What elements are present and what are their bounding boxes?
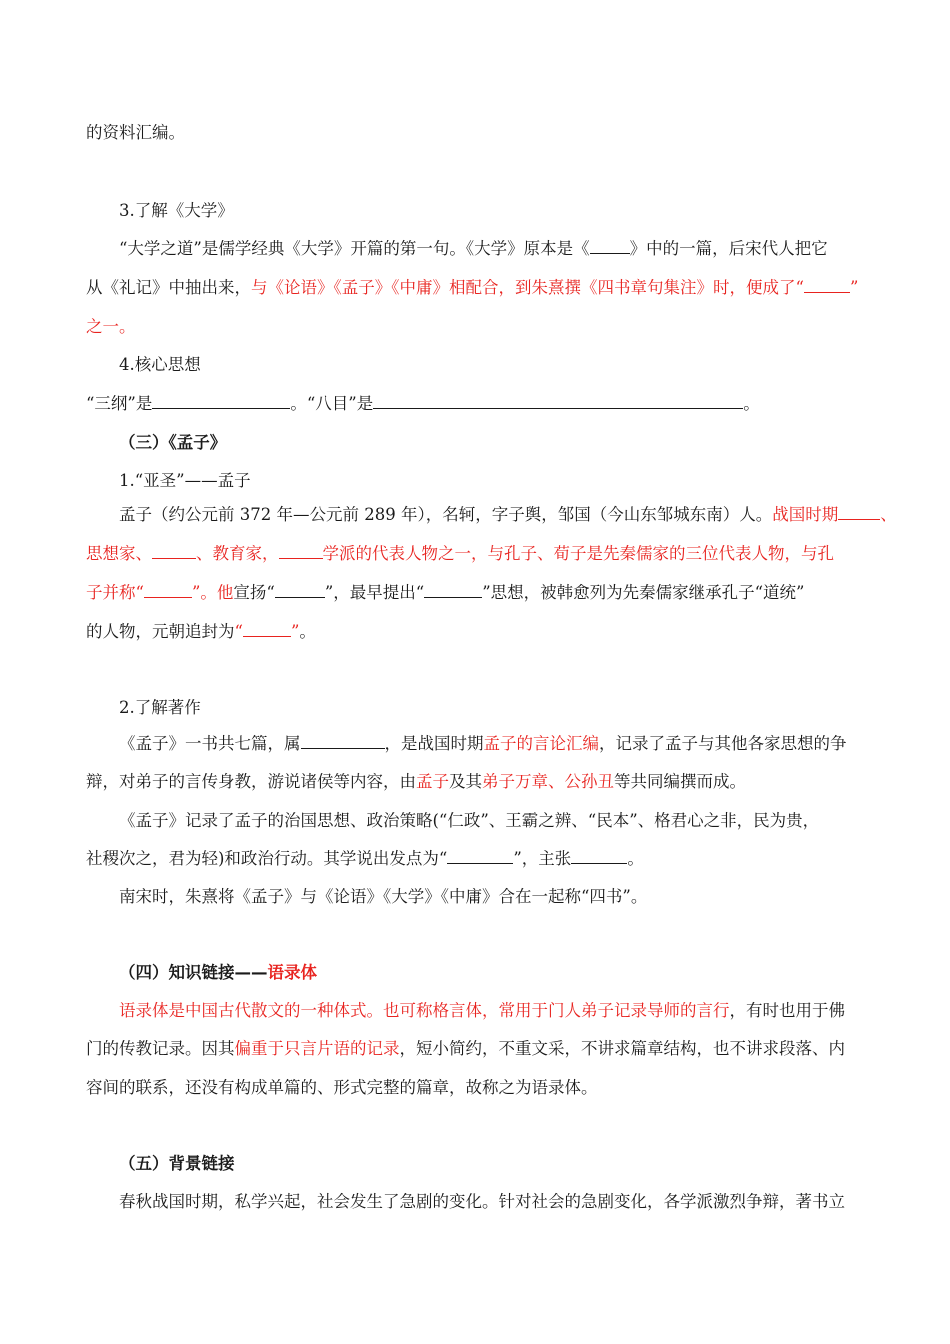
works-line-2: 辩，对弟子的言传身教，游说诸侯等内容，由孟子及其弟子万章、公孙丑等共同编撰而成。 bbox=[86, 772, 746, 791]
background-line-1: 春秋战国时期，私学兴起，社会发生了急剧的变化。针对社会的急剧变化，各学派激烈争辩，著书立 bbox=[119, 1192, 845, 1211]
core-ideas-line: “三纲”是 。“八目”是 。 bbox=[86, 394, 760, 413]
yulu-line-1: 语录体是中国古代散文的一种体式。也可称格言体，常用于门人弟子记录导师的言行，有时也用于佛 bbox=[119, 1001, 845, 1020]
blank bbox=[152, 543, 196, 559]
part-heading-background: （五）背景链接 bbox=[119, 1154, 235, 1173]
works-line-3: 《孟子》记录了孟子的治国思想、政治策略(“仁政”、王霸之辨、“民本”、格君心之非，民为贵， bbox=[119, 811, 820, 830]
blank bbox=[243, 621, 291, 637]
blank bbox=[424, 582, 482, 598]
mengzi-bio-line-2: 思想家、 、教育家， 学派的代表人物之一，与孔子、荀子是先秦儒家的三位代表人物，与孔 bbox=[86, 544, 834, 563]
section-heading-core-ideas: 4.核心思想 bbox=[119, 355, 201, 374]
blank bbox=[373, 393, 743, 409]
part-heading-mengzi: （三）《孟子》 bbox=[119, 433, 227, 452]
blank bbox=[838, 504, 880, 520]
blank bbox=[279, 543, 323, 559]
works-line-5: 南宋时，朱熹将《孟子》与《论语》《大学》《中庸》合在一起称“四书”。 bbox=[119, 887, 648, 906]
blank bbox=[144, 582, 192, 598]
works-line-1: 《孟子》一书共七篇，属 ，是战国时期孟子的言论汇编，记录了孟子与其他各家思想的争 bbox=[119, 734, 847, 753]
yulu-line-3: 容间的联系，还没有构成单篇的、形式完整的篇章，故称之为语录体。 bbox=[86, 1078, 598, 1097]
blank bbox=[571, 848, 627, 864]
mengzi-bio-line-3: 子并称“ ”。他宣扬“ ”，最早提出“ ”思想，被韩愈列为先秦儒家继承孔子“道统” bbox=[86, 583, 805, 602]
yulu-line-2: 门的传教记录。因其偏重于只言片语的记录，短小简约，不重文采，不讲求篇章结构，也不讲求段落、内 bbox=[86, 1039, 845, 1058]
section-heading-daxue: 3.了解《大学》 bbox=[119, 201, 234, 220]
paragraph-continuation: 的资料汇编。 bbox=[86, 123, 185, 142]
section-heading-yasheng: 1.“亚圣”——孟子 bbox=[119, 471, 251, 490]
daxue-line-1: “大学之道”是儒学经典《大学》开篇的第一句。《大学》原本是《 》中的一篇，后宋代人把它 bbox=[119, 239, 828, 258]
daxue-line-2: 从《礼记》中抽出来，与《论语》《孟子》《中庸》相配合，到朱熹撰《四书章句集注》时，便成了“ ” bbox=[86, 278, 859, 297]
mengzi-bio-line-1: 孟子（约公元前 372 年—公元前 289 年），名轲，字子舆，邹国（今山东邹城东南）人。战国时期 、 bbox=[119, 505, 897, 524]
blank bbox=[301, 733, 385, 749]
works-line-4: 社稷次之，君为轻)和政治行动。其学说出发点为“ ”，主张 。 bbox=[86, 849, 644, 868]
blank bbox=[275, 582, 325, 598]
blank bbox=[590, 238, 630, 254]
section-heading-works: 2.了解著作 bbox=[119, 698, 201, 717]
mengzi-bio-line-4: 的人物，元朝追封为“ ”。 bbox=[86, 622, 316, 641]
blank bbox=[447, 848, 513, 864]
daxue-line-3: 之一。 bbox=[86, 317, 136, 336]
blank bbox=[152, 393, 290, 409]
part-heading-knowledge-link: （四）知识链接——语录体 bbox=[119, 963, 317, 982]
blank bbox=[804, 277, 850, 293]
